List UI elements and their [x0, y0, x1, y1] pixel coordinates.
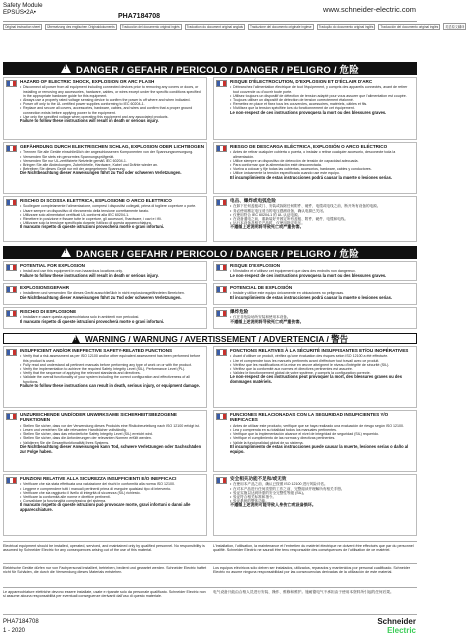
- footer-date: 1 - 2020: [3, 628, 26, 634]
- list-item: • Verifique que la implementación alcance el nivel de integridad de seguridad (SIL) requerido.: [230, 432, 414, 436]
- block-list: [20, 204, 204, 225]
- block-title: EXPLOSIONSGEFAHR: [20, 285, 70, 290]
- list-item: • Validieren Sie die Gesamtfunktionalität Ihres Systems.: [20, 441, 204, 445]
- safety-function-block-en: [3, 346, 207, 408]
- flag-icon: [216, 477, 227, 484]
- block-list: [20, 354, 204, 383]
- document-number: PHA7184708: [118, 13, 161, 20]
- list-item: • N'utilisez que la tension spécifiée lors du fonctionnement de cet équipement.: [230, 106, 414, 110]
- block-list: [230, 424, 414, 445]
- list-item: • 务必使用额定电压适当的电压感测设备，确认电源已关闭。: [230, 209, 414, 213]
- list-item: • Verify the implementation to achieve the required Safety Integrity Level (SIL), Performance Level (PL).: [20, 367, 204, 371]
- footer-divider: [3, 614, 417, 615]
- block-title: 爆炸危险: [230, 309, 249, 314]
- list-item: • Verwenden Sie stets ein genormtes Spannungsprüfgerät.: [20, 155, 204, 159]
- document-footer: [0, 618, 420, 640]
- qualified-personnel-note-en: Electrical equipment should be installed, operated, serviced, and maintained only by qualified personnel. No responsibility is assumed by Schneider Electric for any consequences arising out of the use of this material.: [3, 544, 205, 553]
- list-item: • Verify that a risk assessment as per ISO 12100 and/or other equivalent assessment has been performed before this product is used.: [20, 354, 204, 362]
- list-item: • Replace and secure all covers, accessories, hardware, cables, and wires and confirm that a proper ground connection exists before applying power to the equipment.: [20, 106, 204, 114]
- qualified-personnel-note-zh: 电气设备只能由合格人员进行安装、操作、维修和维护。施耐德电气不承担由于使用本资料所引起的任何后果。: [213, 590, 394, 594]
- block-title: FUNZIONI RELATIVE ALLA SICUREZZA INSUFFICIENTI E/O INEFFICACI: [20, 476, 177, 481]
- explosion-block-zh: [213, 307, 417, 329]
- list-item: • Verify that the sequence of applying the relevant standards and directives.: [20, 371, 204, 375]
- safety-function-block-es: [213, 410, 417, 472]
- block-list: [230, 85, 414, 110]
- block-title: 安全相关功能不足和/或无效: [230, 476, 287, 481]
- document-header: [0, 0, 465, 40]
- explosion-block-en: [3, 261, 207, 281]
- list-item: • Verificare che sia raggiunto il livello di integrità di sicurezza (SIL) richiesto.: [20, 491, 204, 495]
- list-item: • 仅使用符合 IEC 60204-1 的 UL 认证电源。: [230, 213, 414, 217]
- block-title: FONCTIONS RELATIVES À LA SÉCURITÉ INSUFFISANTES ET/OU INOPÉRATIVES: [230, 348, 409, 353]
- block-consequence: 不遵循上述说明将导致死亡或严重伤害。: [230, 318, 304, 324]
- safety-block-en: [3, 77, 207, 140]
- safety-block-zh: [213, 196, 417, 242]
- safety-block-it: [3, 196, 207, 242]
- block-title: 电击、爆炸或电弧危险: [230, 198, 276, 203]
- list-item: • Always use a properly rated voltage sensing device to confirm the power is off where and when indicated.: [20, 98, 204, 102]
- safety-block-es: [213, 142, 417, 194]
- list-item: • Rimettere in posizione e fissare tutte le coperture, gli accessori, l'hardware, i cavi e i fili.: [20, 217, 204, 221]
- block-title: UNZUREICHENDE UND/ODER UNWIRKSAME SICHERHEITSBEZOGENE FUNKTIONEN: [20, 412, 177, 423]
- block-title: HAZARD OF ELECTRIC SHOCK, EXPLOSION OR ARC FLASH: [20, 79, 155, 84]
- block-consequence: El incumplimiento de estas instrucciones podrá causar la muerte o lesiones serias.: [230, 174, 392, 180]
- list-item: • Power off only to the UL certified power supplies conforming to IEC 60204-1.: [20, 102, 204, 106]
- list-item: • Installare e usare questa apparecchiatura solo in ambienti non pericolosi.: [20, 315, 204, 319]
- list-item: • Leggere e comprendere tutti i manuali pertinenti prima di eseguire qualsiasi tipo di intervento.: [20, 487, 204, 491]
- danger-banner: [3, 246, 417, 259]
- block-title: RISCHIO DI SCOSSA ELETTRICA, ESPLOSIONE O ARCO ELETTRICO: [20, 198, 172, 203]
- block-consequence: El incumplimiento de estas instrucciones podrá causar la muerte o lesiones serias.: [230, 294, 392, 300]
- block-title: FUNCIONES RELACIONADAS CON LA SEGURIDAD INSUFICIENTES Y/O INEFICACES: [230, 412, 389, 423]
- list-item: • Vuelva a colocar y fije todas las cubiertas, accesorios, hardware, cables y conductores.: [230, 167, 414, 171]
- block-list: [230, 204, 414, 225]
- footer-divider: [3, 587, 417, 588]
- language-label: Traducción del documento original inglés: [121, 24, 180, 29]
- flag-icon: [216, 413, 227, 420]
- flag-icon: [216, 80, 227, 87]
- block-list: [230, 354, 414, 375]
- schneider-logo: [377, 618, 416, 635]
- warning-triangle-icon: [61, 64, 71, 73]
- list-item: • Antes de retirar cualquier cubierta o puerta, o instalar o retirar cualquier accesorio, desconecte toda la alimentación.: [230, 150, 414, 158]
- flag-icon: [6, 349, 17, 356]
- product-title-line1: Safety Module: [3, 2, 43, 9]
- block-list: [230, 269, 414, 273]
- block-list: [20, 291, 204, 295]
- language-label: Traducción del documento original inglés: [380, 24, 439, 29]
- language-strip: [3, 22, 465, 31]
- danger-banner: [3, 62, 417, 75]
- block-consequence: Il mancato rispetto di queste istruzioni provocherà morte o gravi infortuni.: [20, 318, 165, 324]
- list-item: • 运行本设备及相关产品时，仅使用指定电压。: [230, 221, 414, 225]
- flag-icon: [216, 145, 227, 152]
- block-list: [20, 315, 204, 319]
- block-title: RIESGO DE DESCARGA ELÉCTRICA, EXPLOSIÓN O ARCO ELÉCTRICO: [230, 144, 388, 149]
- block-consequence: Failure to follow these instructions will result in death or serious injury.: [20, 272, 159, 278]
- footer-document-number: PHA7184708: [3, 619, 39, 625]
- block-consequence: Le non-respect de ces instructions peut provoquer la mort, des blessures graves ou des dommages matériels.: [230, 374, 402, 385]
- list-item: • 验证系统的整体功能。: [230, 499, 414, 503]
- block-consequence: 不遵循上述说明可能导致人身伤亡或设备损坏。: [230, 502, 316, 508]
- warning-triangle-icon: [61, 248, 71, 257]
- block-list: [230, 315, 414, 319]
- block-list: [230, 291, 414, 295]
- block-title: POTENTIAL FOR EXPLOSION: [20, 263, 85, 268]
- list-item: • Stellen Sie sicher, dass das erforderliche Safety Integrity Level (SIL) erreicht wird.: [20, 432, 204, 436]
- safety-block-de: [3, 142, 207, 194]
- flag-icon: [6, 310, 17, 317]
- list-item: • Remettez en place et fixez tous les couvercles, accessoires, matériels, câbles et fils.: [230, 102, 414, 106]
- list-item: • Vérifiez que la conformité aux normes et directives pertinentes est assurée.: [230, 367, 414, 371]
- block-title: RISQUE D'EXPLOSION: [230, 263, 281, 268]
- list-item: • Usare sempre un dispositivo di rilevamento della tensione correttamente tarato.: [20, 209, 204, 213]
- language-label: Original instruction sheet: [5, 24, 41, 29]
- flag-icon: [216, 264, 227, 271]
- product-title-line2: EPSUS•2A•: [3, 9, 36, 16]
- language-label: Traduzione del documento originale inglese: [250, 24, 312, 29]
- qualified-personnel-note-fr: L'installation, l'utilisation, la maintenance et l'entretien du matériel électrique ne doivent être effectués que par du personnel qualifié. Schneider Electric ne saurait être tenu responsable des conséquences de l'utilisation de ce matériel.: [213, 544, 414, 553]
- block-list: [20, 150, 204, 171]
- block-consequence: Le non-respect de ces instructions provoquera la mort ou des blessures graves.: [230, 109, 387, 115]
- block-consequence: Die Nichtbeachtung dieser Anweisungen führt zu Tod oder schweren Verletzungen.: [20, 294, 182, 300]
- block-consequence: Il mancato rispetto di queste istruzioni provocherà morte o gravi infortuni.: [20, 224, 165, 230]
- list-item: • Verificare la conformità alle norme e direttive pertinenti.: [20, 495, 204, 499]
- footer-divider: [3, 541, 417, 542]
- qualified-personnel-note-es: Los equipos eléctricos sólo deben ser instalados, utilizados, reparados y mantenidos por personal cualificado. Schneider Electric no asume ninguna responsabilidad por las consecuencias derivadas de la utilización de este material.: [213, 566, 410, 575]
- danger-banner-text: DANGER / GEFAHR / PERICOLO / DANGER / PELIGRO / 危险: [76, 248, 359, 260]
- list-item: • Scollegare completamente l'alimentazione, compresi i dispositivi collegati, prima di togliere coperture o porte.: [20, 204, 204, 208]
- block-list: [20, 269, 204, 273]
- flag-icon: [216, 349, 227, 356]
- block-title: GEFÄHRDUNG DURCH ELEKTRISCHEN SCHLAG, EXPLOSION ODER LICHTBOGEN: [20, 144, 205, 149]
- warning-triangle-icon: [72, 335, 80, 343]
- list-item: • Convalidare la funzionalità complessiva del sistema.: [20, 499, 204, 503]
- list-item: • Débranchez l'alimentation électrique de tout l'équipement, y compris des appareils connectés, avant de retirer tout couvercle ou d'ouvrir toute porte.: [230, 85, 414, 93]
- warning-banner: [3, 333, 417, 344]
- list-item: • Disconnect all power from all equipment including connected devices prior to removing any covers or doors, or installing or removing any accessories, hardware, cables, or wires except under the specific conditions specified in the appropriate hardware guide for this equipment.: [20, 85, 204, 98]
- safety-block-fr: [213, 77, 417, 140]
- list-item: • Para conformar que la alimentación esté desconectada.: [230, 163, 414, 167]
- block-consequence: Die Nichtbeachtung dieser Anweisungen kann Tod, schwere Verletzungen oder Sachschäden zur Folge haben.: [20, 443, 202, 454]
- safety-function-block-it: [3, 474, 207, 536]
- safety-function-block-de: [3, 410, 207, 472]
- list-item: • Valide la funcionalidad global de su sistema.: [230, 441, 414, 445]
- flag-icon: [6, 199, 17, 206]
- list-item: • Fully read and understand all pertinent manuals before performing any type of work on or with the product.: [20, 363, 204, 367]
- footer-divider: [3, 563, 417, 564]
- danger-banner-text: DANGER / GEFAHR / PERICOLO / DANGER / PELIGRO / 危险: [76, 64, 359, 76]
- list-item: • Utilice únicamente la tensión especificada cuando use este equipo.: [230, 171, 414, 175]
- list-item: • Use only the specified voltage when operating this equipment and any associated products.: [20, 115, 204, 119]
- logo-line2: Electric: [387, 625, 416, 635]
- list-item: • Lea y comprenda en su totalidad todos los manuales pertinentes.: [230, 428, 414, 432]
- flag-icon: [6, 286, 17, 293]
- block-title: INSUFFICIENT AND/OR INEFFECTIVE SAFETY-RELATED FUNCTIONS: [20, 348, 173, 353]
- list-item: • 在对本产品进行任何类型的工作之前，完整阅读并理解所有相关手册。: [230, 487, 414, 491]
- warning-banner-text: WARNING / WARNUNG / AVERTISSEMENT / ADVERTENCIA / 警告: [84, 333, 349, 344]
- explosion-block-it: [3, 307, 207, 329]
- language-label: 英语原文翻译: [445, 25, 465, 29]
- logo-wordmark: [377, 618, 416, 635]
- list-item: • Verwenden Sie nur UL-zertifizierte Netzteile gemäß IEC 60204-1.: [20, 159, 204, 163]
- list-item: • Lesen und verstehen Sie alle relevanten Handbücher vollständig.: [20, 428, 204, 432]
- list-item: • Install and use this equipment in non-hazardous locations only.: [20, 269, 204, 273]
- list-item: • Stellen Sie sicher, dass vor der Verwendung dieses Produkts eine Risikobeurteilung nach ISO 12100 erfolgt ist.: [20, 424, 204, 428]
- language-label: Traduction du document original anglais: [186, 24, 244, 29]
- flag-icon: [6, 145, 17, 152]
- flag-icon: [6, 477, 17, 484]
- block-consequence: 不遵循上述说明将导致死亡或严重伤害。: [230, 224, 304, 230]
- list-item: • Bringen Sie alle Abdeckungen, Zubehörteile, Hardware, Kabel und Drähte wieder an.: [20, 163, 204, 167]
- block-list: [20, 424, 204, 445]
- flag-icon: [6, 80, 17, 87]
- flag-icon: [216, 310, 227, 317]
- explosion-block-fr: [213, 261, 417, 281]
- safety-function-block-fr: [213, 346, 417, 408]
- language-label: Übersetzung des englischen Originaldokuments: [47, 24, 115, 29]
- block-consequence: El incumplimiento de estas instrucciones puede causar la muerte, lesiones serias o daño al equipo.: [230, 443, 409, 454]
- list-item: • 在卸下任何盖板或门、安装或拆除任何附件、硬件、电缆或电线之前，断开所有设备的电源。: [230, 204, 414, 208]
- explosion-block-es: [213, 283, 417, 305]
- list-item: • Betreiben Sie dieses Gerät nur mit der angegebenen Spannung.: [20, 167, 204, 171]
- language-label: Tradução do documento original inglês: [318, 24, 374, 29]
- block-consequence: Failure to follow these instructions will result in death or serious injury.: [20, 118, 159, 124]
- list-item: • 验证符合相关标准和指令。: [230, 495, 414, 499]
- block-list: [230, 150, 414, 175]
- flag-icon: [216, 199, 227, 206]
- list-item: • Utilizzare solo la tensione specificata durante l'utilizzo di questa apparecchiatura.: [20, 221, 204, 225]
- qualified-personnel-note-it: Le apparecchiature elettriche devono essere installate, usate e riparate solo da personale qualificato. Schneider Electric non si assume alcuna responsabilità per eventuali conseguenze derivanti dall'uso di questo materiale.: [3, 590, 206, 599]
- block-consequence: Failure to follow these instructions can result in death, serious injury, or equipment damage.: [20, 382, 200, 388]
- list-item: • Trennen Sie alle Geräte einschließlich der angeschlossenen Komponenten von der Spannungsversorgung.: [20, 150, 204, 154]
- flag-icon: [6, 264, 17, 271]
- block-list: [20, 482, 204, 503]
- list-item: • Utilice siempre un dispositivo de detección de tensión de capacidad adecuada.: [230, 159, 414, 163]
- flag-icon: [6, 413, 17, 420]
- list-item: • Avant d'utiliser ce produit, vérifiez qu'une évaluation des risques selon ISO 12100 a été effectuée.: [230, 354, 414, 358]
- qualified-personnel-note-de: Elektrische Geräte dürfen nur von Fachpersonal installiert, betrieben, bedient und gewartet werden. Schneider Electric haftet nicht für Schäden, die durch die Verwendung dieses Materials entstehen.: [3, 566, 207, 575]
- block-consequence: Le non-respect de ces instructions provoquera la mort ou des blessures graves.: [230, 272, 387, 278]
- block-list: [230, 482, 414, 503]
- block-title: POTENCIAL DE EXPLOSIÓN: [230, 285, 293, 290]
- list-item: • Toujours utiliser un dispositif de détection de tension correctement étalonné.: [230, 98, 414, 102]
- list-item: • Verifique el cumplimiento de las normas y directivas pertinentes.: [230, 436, 414, 440]
- list-item: • 在使用本产品之前，确认已按照 ISO 12100 进行风险评估。: [230, 482, 414, 486]
- list-item: • Validez le fonctionnement global de votre système, y compris la configuration correcte.: [230, 371, 414, 375]
- list-item: • Utilizzare solo alimentatori certificati UL conformi alla IEC 60204-1.: [20, 213, 204, 217]
- list-item: • Lire et comprendre tous les manuels pertinents avant d'effectuer tout travail avec ce produit.: [230, 359, 414, 363]
- list-item: • 在设备通电之前，重新装好并固定所有盖板、附件、硬件、电缆和电线。: [230, 217, 414, 221]
- product-title: [3, 2, 43, 16]
- flag-icon: [216, 286, 227, 293]
- list-item: • Vérifiez que les modifications et la mise en œuvre atteignent le niveau d'intégrité de sécurité (SIL).: [230, 363, 414, 367]
- list-item: • Stellen Sie sicher, dass die Anforderungen der relevanten Normen erfüllt werden.: [20, 436, 204, 440]
- list-item: • Validate the overall functionality of your system including the correct configuration and effectiveness of all functions.: [20, 375, 204, 383]
- list-item: • N'installez et n'utilisez cet équipement que dans des endroits non dangereux.: [230, 269, 414, 273]
- list-item: • Utilisez toujours un dispositif de détection de tension adapté pour vous assurer que l'alimentation est coupée.: [230, 94, 414, 98]
- block-consequence: Il mancato rispetto di queste istruzioni può provocare morte, gravi infortuni o danni alle apparecchiature.: [20, 502, 191, 513]
- explosion-block-de: [3, 283, 207, 305]
- list-item: • 验证实施以达到所需的安全完整性等级 (SIL)。: [230, 491, 414, 495]
- list-item: • Instale y utilice este equipo únicamente en ubicaciones no peligrosas.: [230, 291, 414, 295]
- list-item: • Installieren und verwenden Sie dieses Gerät ausschließlich in nicht explosionsgefährdeten Bereichen.: [20, 291, 204, 295]
- block-list: [20, 85, 204, 119]
- block-consequence: Die Nichtbeachtung dieser Anweisungen führt zu Tod oder schweren Verletzungen.: [20, 170, 182, 176]
- list-item: • Antes de utilizar este producto, verifique que se haya realizado una evaluación de riesgo según ISO 12100.: [230, 424, 414, 428]
- safety-function-block-zh: [213, 474, 417, 536]
- website-url[interactable]: www.schneider-electric.com: [323, 5, 416, 14]
- list-item: • Verificare che sia stata effettuata una valutazione dei rischi in conformità alla norma ISO 12100.: [20, 482, 204, 486]
- logo-line1: Schneider: [377, 617, 416, 626]
- list-item: • 仅在非危险场所安装和使用本设备。: [230, 315, 414, 319]
- block-title: RISCHIO DI ESPLOSIONE: [20, 309, 77, 314]
- block-title: RISQUE D'ÉLECTROCUTION, D'EXPLOSION ET D'ÉCLAIR D'ARC: [230, 79, 373, 84]
